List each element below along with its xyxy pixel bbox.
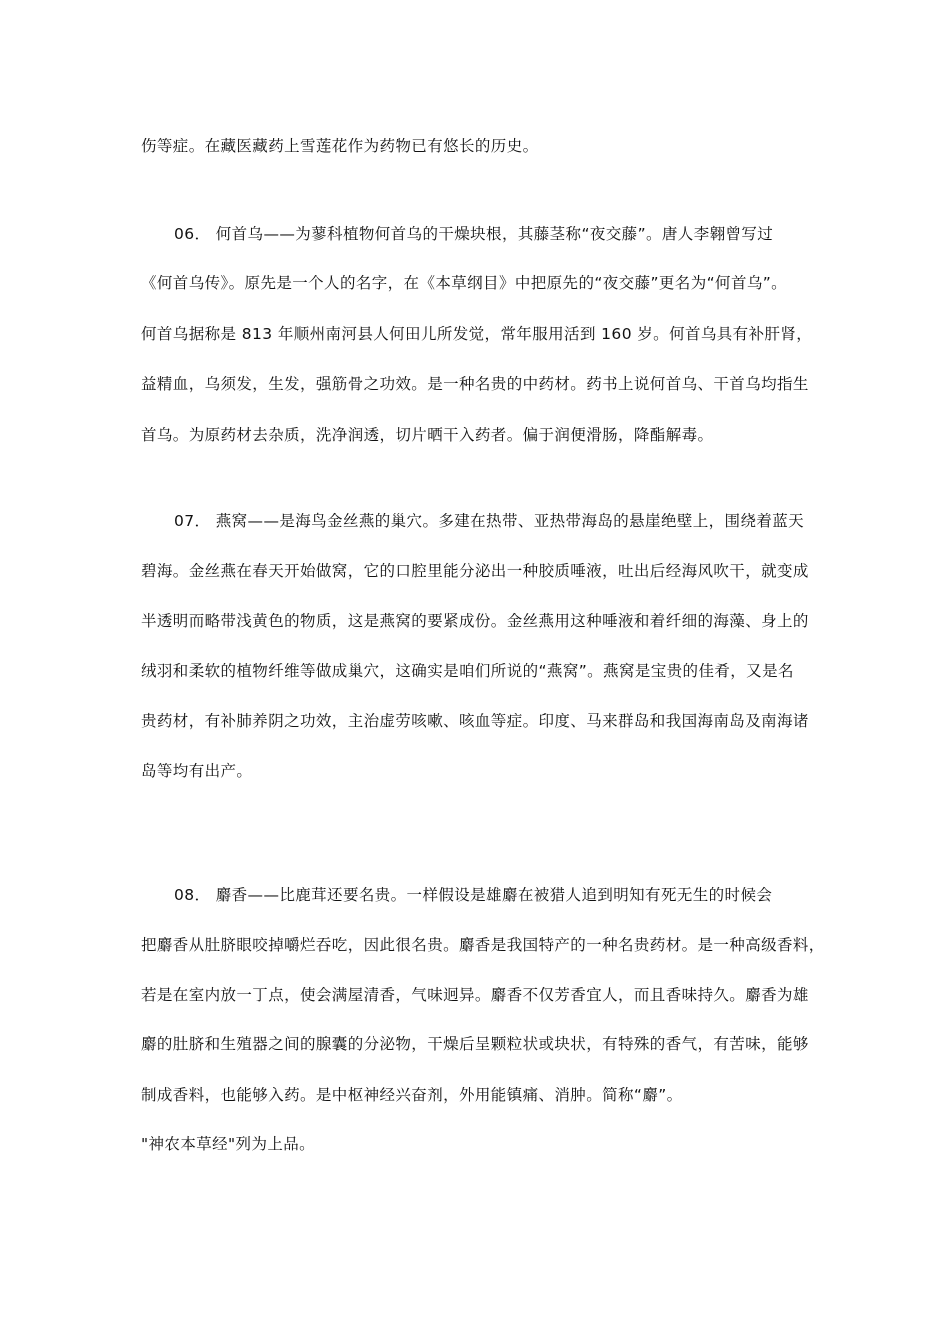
paragraph-line: 首乌。为原药材去杂质，洗净润透，切片晒干入药者。偏于润便滑肠，降酯解毒。 xyxy=(141,426,714,444)
paragraph-line: 半透明而略带浅黄色的物质，这是燕窝的要紧成份。金丝燕用这种唾液和着纤细的海藻、身上的 xyxy=(141,612,809,630)
paragraph-line: 《何首乌传》。原先是一个人的名字，在《本草纲目》中把原先的“夜交藤”更名为“何首乌”。 xyxy=(141,274,788,292)
paragraph-line: 碧海。金丝燕在春天开始做窝，它的口腔里能分泌出一种胶质唾液，吐出后经海风吹干，就变成 xyxy=(141,562,809,580)
paragraph-line: 制成香料，也能够入药。是中枢神经兴奋剂，外用能镇痛、消肿。简称“麝”。 xyxy=(141,1086,683,1104)
paragraph-line: "神农本草经"列为上品。 xyxy=(141,1135,316,1153)
paragraph-line: 绒羽和柔软的植物纤维等做成巢穴，这确实是咱们所说的“燕窝”。燕窝是宝贵的佳肴，又是名 xyxy=(141,662,794,680)
paragraph-line: 麝的肚脐和生殖器之间的腺囊的分泌物，干燥后呈颗粒状或块状，有特殊的香气，有苦味，能够 xyxy=(141,1035,809,1053)
paragraph-line: 益精血，乌须发，生发，强筋骨之功效。是一种名贵的中药材。药书上说何首乌、干首乌均指生 xyxy=(141,375,809,393)
paragraph-line: 若是在室内放一丁点，使会满屋清香，气味迥异。麝香不仅芳香宜人，而且香味持久。麝香为雄 xyxy=(141,986,809,1004)
paragraph-line: 08． 麝香——比鹿茸还要名贵。一样假设是雄麝在被猎人追到明知有死无生的时候会 xyxy=(174,886,773,904)
paragraph-line: 07． 燕窝——是海鸟金丝燕的巢穴。多建在热带、亚热带海岛的悬崖绝壁上，围绕着蓝天 xyxy=(174,512,805,530)
intro-line: 伤等症。在藏医藏药上雪莲花作为药物已有悠长的历史。 xyxy=(141,137,539,155)
paragraph-line: 岛等均有出产。 xyxy=(141,762,253,780)
paragraph-line: 06． 何首乌——为蓼科植物何首乌的干燥块根，其藤茎称“夜交藤”。唐人李翱曾写过 xyxy=(174,225,774,243)
paragraph-line: 把麝香从肚脐眼咬掉嚼烂吞吃，因此很名贵。麝香是我国特产的一种名贵药材。是一种高级香料， xyxy=(141,936,825,954)
paragraph-line: 贵药材，有补肺养阴之功效，主治虚劳咳嗽、咳血等症。印度、马来群岛和我国海南岛及南海诸 xyxy=(141,712,809,730)
paragraph-line: 何首乌据称是 813 年顺州南河县人何田儿所发觉，常年服用活到 160 岁。何首乌具有补肝肾， xyxy=(141,325,813,343)
